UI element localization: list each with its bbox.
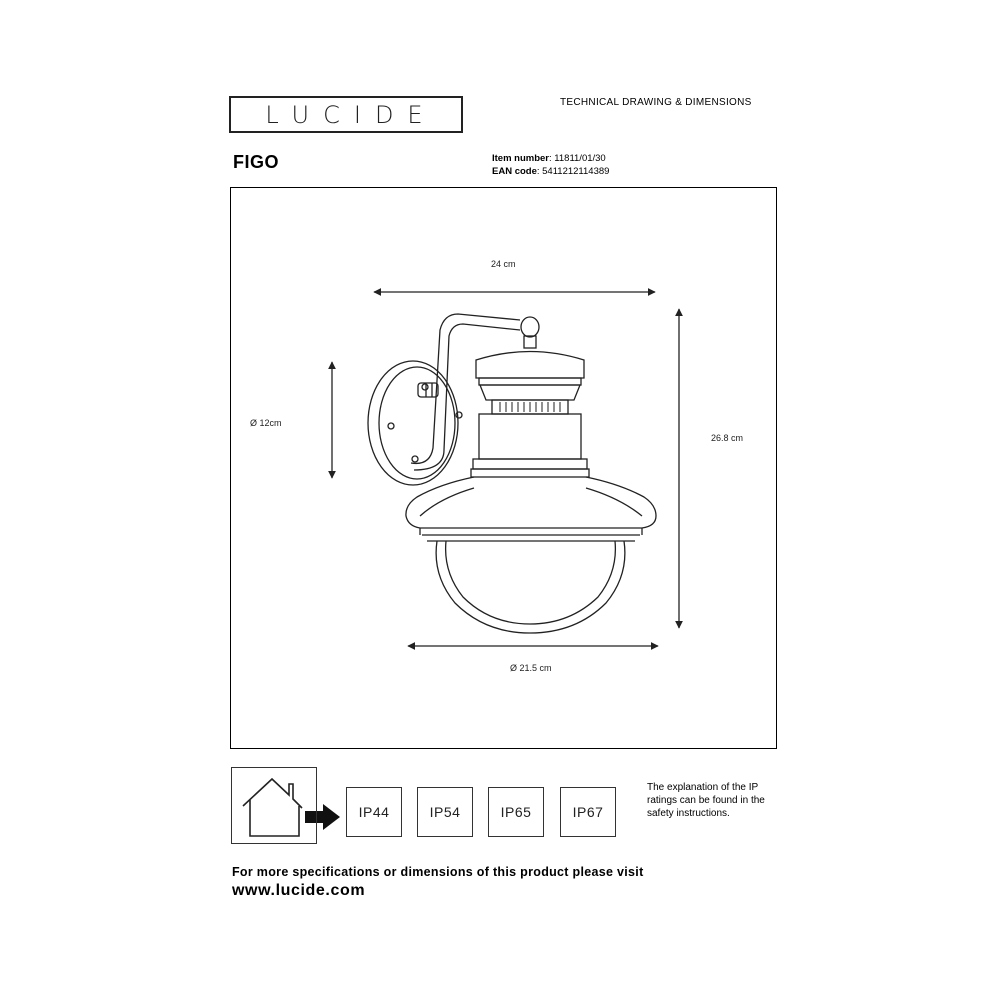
ip-rating-ip44: IP44: [346, 787, 402, 837]
ean-code-label: EAN code: [492, 166, 537, 177]
shade-dimension-label: Ø 21.5 cm: [510, 663, 552, 673]
document-type: TECHNICAL DRAWING & DIMENSIONS: [560, 97, 752, 108]
item-number-value: : 11811/01/30: [549, 153, 606, 164]
product-name: FIGO: [233, 152, 279, 172]
website-link[interactable]: www.lucide.com: [232, 882, 366, 899]
item-number-label: Item number: [492, 153, 550, 164]
wall-plate: [368, 361, 458, 485]
ip-explanation-note: The explanation of the IP ratings can be found in the safety instructions.: [647, 782, 765, 819]
ip-rating-ip67: IP67: [560, 787, 616, 837]
ip-rating-ip65: IP65: [488, 787, 544, 837]
lamp-globe: [436, 541, 625, 633]
lamp-cap: [476, 352, 584, 379]
height-dimension-label: 26.8 cm: [711, 433, 744, 443]
house-icon-box: [231, 767, 317, 844]
ip-rating-ip54: IP54: [417, 787, 473, 837]
lamp-body: [479, 414, 581, 459]
ean-code-value: : 5411212114389: [536, 166, 610, 177]
wallplate-dimension-label: Ø 12cm: [250, 418, 282, 428]
width-dimension-label: 24 cm: [491, 259, 516, 269]
footer-text: For more specifications or dimensions of this product please visit: [232, 865, 644, 879]
lamp-shade: [406, 477, 656, 528]
brand-logo-text: LUCIDE: [265, 101, 437, 129]
